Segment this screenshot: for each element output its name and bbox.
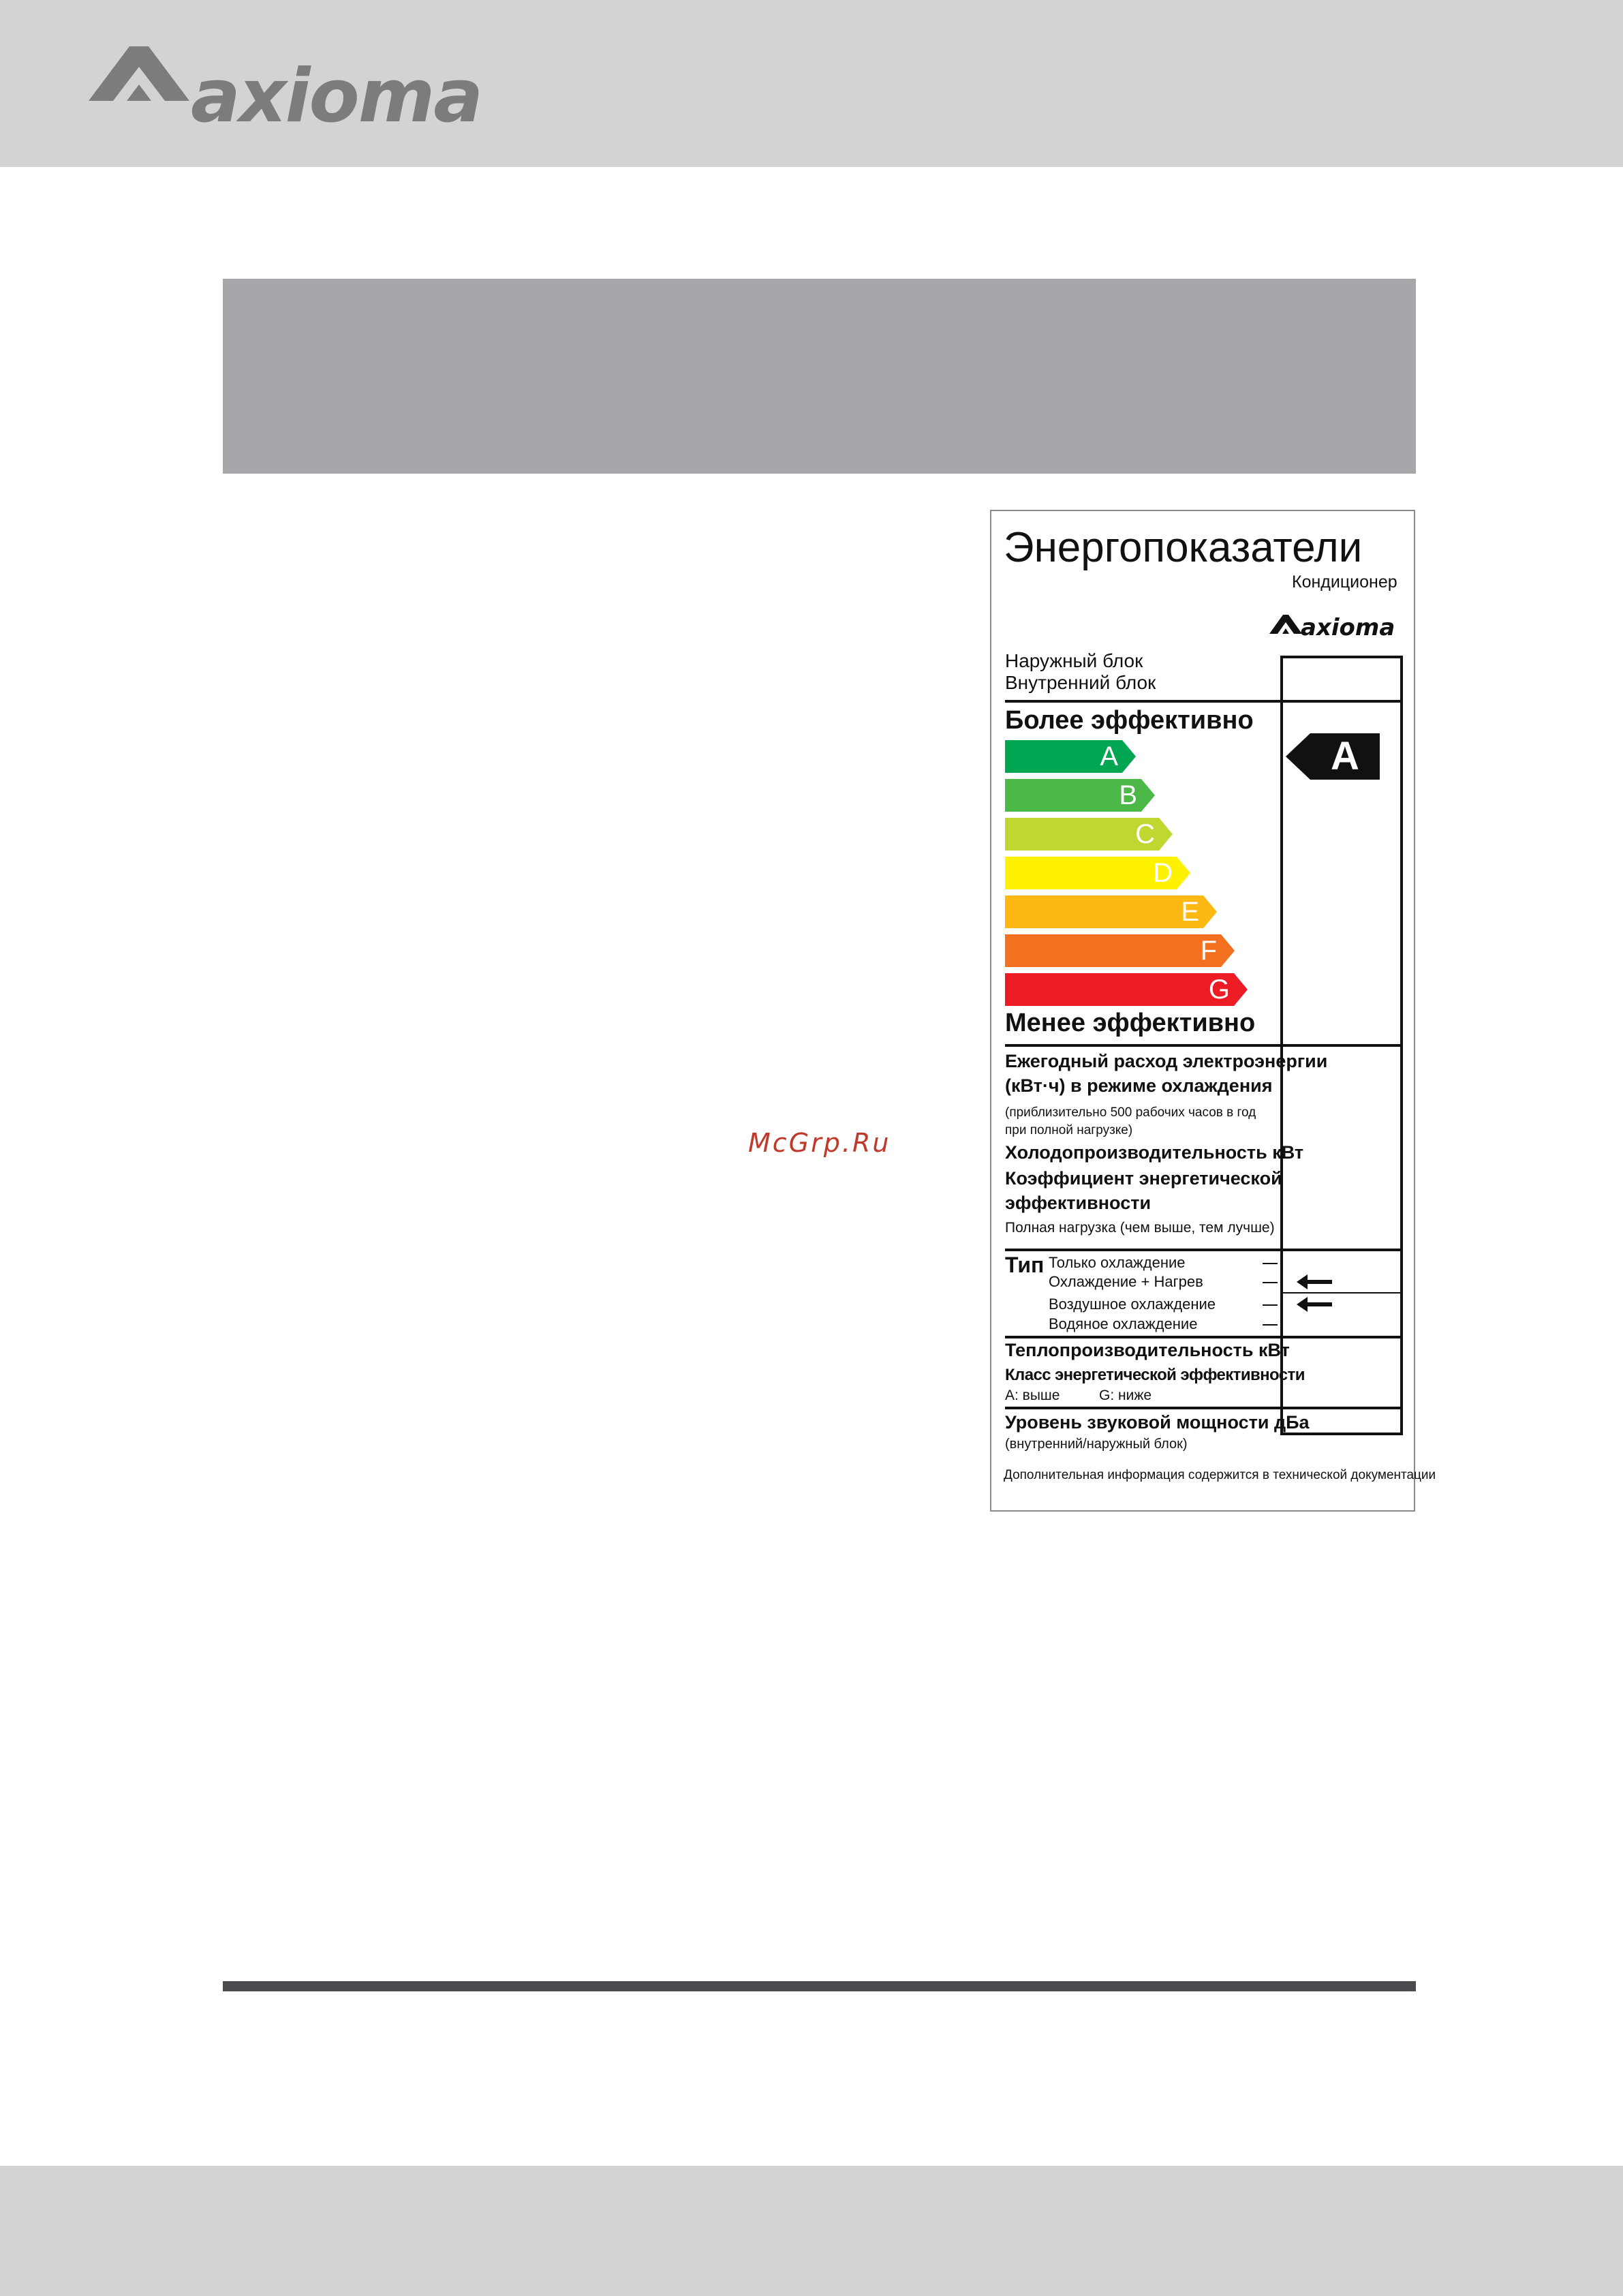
outdoor-unit-label: Наружный блок (1005, 650, 1143, 671)
type-label: Тип (1005, 1253, 1045, 1277)
axioma-logo (89, 41, 559, 129)
cooling-capacity-label: Холодопроизводительность кВт (1005, 1142, 1304, 1163)
indoor-unit-label: Внутренний блок (1005, 672, 1156, 693)
class-bar-d (1005, 857, 1190, 889)
svg-text:axioma: axioma (191, 54, 482, 129)
annual-consumption-line1: Ежегодный расход электроэнергии (1005, 1051, 1328, 1071)
class-bar-letter: E (1181, 897, 1199, 927)
heating-class-label: Класс энергетической эффективности (1005, 1366, 1305, 1384)
class-bar-b (1005, 779, 1155, 812)
tick-mark (1263, 1263, 1278, 1264)
section-banner (223, 279, 1416, 474)
sound-note: (внутренний/наружный блок) (1005, 1437, 1188, 1452)
divider (1005, 700, 1403, 703)
sound-power-label: Уровень звуковой мощности дБа (1005, 1412, 1310, 1433)
class-bar-letter: G (1208, 975, 1230, 1005)
eer-note: Полная нагрузка (чем выше, тем лучше) (1005, 1220, 1275, 1236)
footer-note: Дополнительная информация содержится в технической документации (1004, 1468, 1436, 1482)
divider (1005, 1249, 1403, 1251)
annual-note-line1: (приблизительно 500 рабочих часов в год (1005, 1105, 1256, 1120)
tick-mark (1263, 1304, 1278, 1306)
arrow-left-icon (1297, 1274, 1332, 1289)
class-bar-f (1005, 934, 1235, 967)
label-title: Энергопоказатели (1004, 524, 1363, 571)
type-water-cooled: Водяное охлаждение (1049, 1315, 1198, 1332)
tick-mark (1263, 1282, 1278, 1283)
eer-label-line2: эффективности (1005, 1193, 1151, 1213)
class-bar-c (1005, 818, 1173, 851)
divider (1005, 1044, 1403, 1047)
divider (1005, 1407, 1403, 1409)
class-bar-a (1005, 740, 1136, 773)
rating-letter: A (1331, 734, 1359, 778)
bottom-rule (223, 1981, 1416, 1991)
tick-mark (1263, 1324, 1278, 1326)
eer-label-line1: Коэффициент энергетической (1005, 1168, 1282, 1189)
less-efficient-label: Менее эффективно (1005, 1009, 1256, 1037)
label-subtitle: Кондиционер (1292, 572, 1397, 592)
class-bar-e (1005, 896, 1217, 928)
type-cooling-only: Только охлаждение (1049, 1254, 1186, 1271)
watermark-text: McGrp.Ru (748, 1128, 891, 1158)
arrow-left-icon (1297, 1297, 1332, 1312)
class-bar-letter: C (1135, 819, 1155, 849)
svg-text:axioma: axioma (1301, 614, 1395, 641)
class-range-high: A: выше (1005, 1388, 1060, 1403)
page-footer (0, 2166, 1623, 2296)
more-efficient-label: Более эффективно (1005, 706, 1254, 735)
annual-consumption-line2: (кВт·ч) в режиме охлаждения (1005, 1075, 1273, 1096)
annual-note-line2: при полной нагрузке) (1005, 1123, 1133, 1137)
class-bar-letter: F (1200, 936, 1217, 966)
class-bar-letter: A (1100, 741, 1118, 771)
type-cooling-heating: Охлаждение + Нагрев (1049, 1273, 1203, 1290)
divider-thin (1280, 1292, 1403, 1294)
energy-label (990, 510, 1436, 1512)
class-range-low: G: ниже (1099, 1388, 1152, 1403)
class-bar-letter: D (1153, 858, 1173, 888)
class-bar-letter: B (1119, 780, 1137, 810)
heating-capacity-label: Теплопроизводительность кВт (1005, 1340, 1290, 1360)
rating-indicator (1286, 733, 1380, 780)
type-air-cooled: Воздушное охлаждение (1049, 1296, 1216, 1313)
divider (1005, 1336, 1403, 1338)
axioma-logo-small (1269, 612, 1406, 641)
class-bar-g (1005, 973, 1248, 1006)
